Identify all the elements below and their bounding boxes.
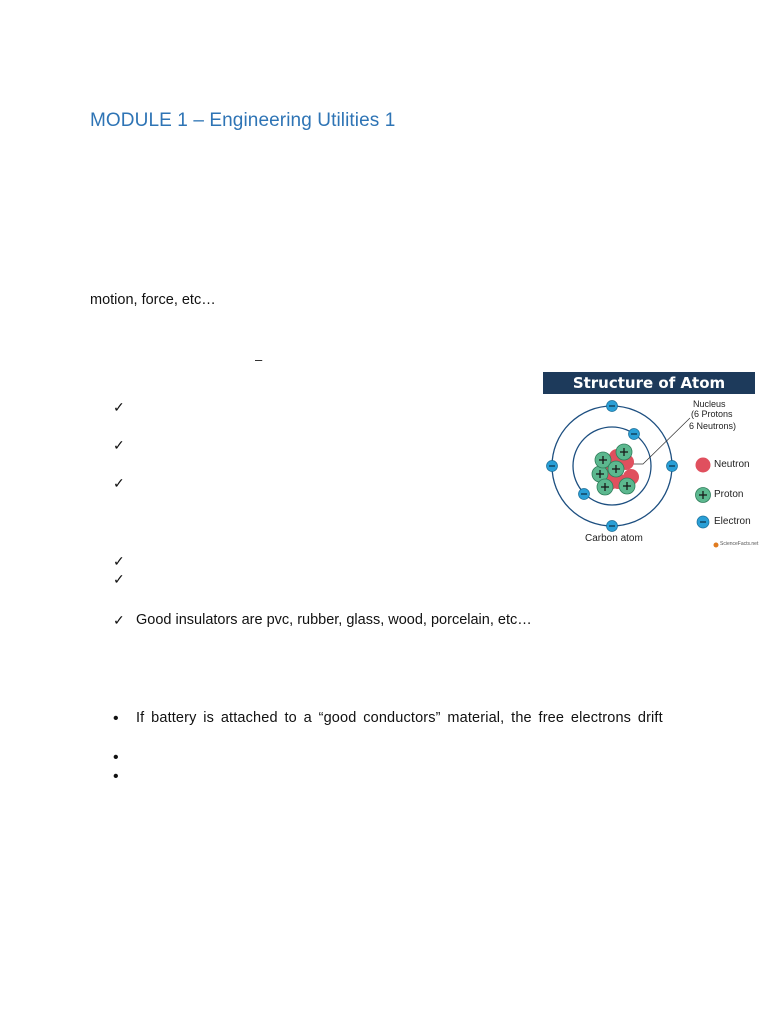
bullet-icon: • (113, 710, 119, 727)
dash-mark: – (255, 352, 263, 367)
watermark-logo (714, 543, 719, 548)
bullet-text: If battery is attached to a “good conductors” material, the free electrons drift (136, 710, 663, 726)
bullet-icon: • (113, 768, 119, 785)
nucleus-leader-line (631, 418, 690, 464)
watermark-text: ScienceFacts.net (720, 541, 759, 547)
neutrons-label: 6 Neutrons) (689, 421, 737, 431)
legend-neutron-label: Neutron (714, 459, 750, 470)
legend-electron-label: Electron (714, 516, 751, 527)
atom-structure-figure (543, 372, 759, 552)
legend-proton-label: Proton (714, 489, 744, 500)
bullet-icon: • (113, 749, 119, 766)
legend-neutron-marker (696, 458, 711, 473)
figure-body (543, 394, 759, 552)
protons-label: (6 Protons (691, 409, 733, 419)
check-icon: ✓ (113, 437, 125, 453)
check-icon: ✓ (113, 399, 125, 415)
figure-caption: Carbon atom (585, 533, 643, 544)
page-title: MODULE 1 – Engineering Utilities 1 (90, 110, 396, 131)
nucleus (592, 444, 639, 495)
figure-header: Structure of Atom (543, 372, 755, 394)
check-item-text: Good insulators are pvc, rubber, glass, wood, porcelain, etc… (136, 612, 532, 628)
check-icon: ✓ (113, 571, 125, 587)
check-icon: ✓ (113, 553, 125, 569)
check-icon: ✓ (113, 475, 125, 491)
paragraph-fragment: motion, force, etc… (90, 292, 216, 308)
nucleus-label: Nucleus (693, 399, 726, 409)
check-icon: ✓ (113, 612, 125, 628)
